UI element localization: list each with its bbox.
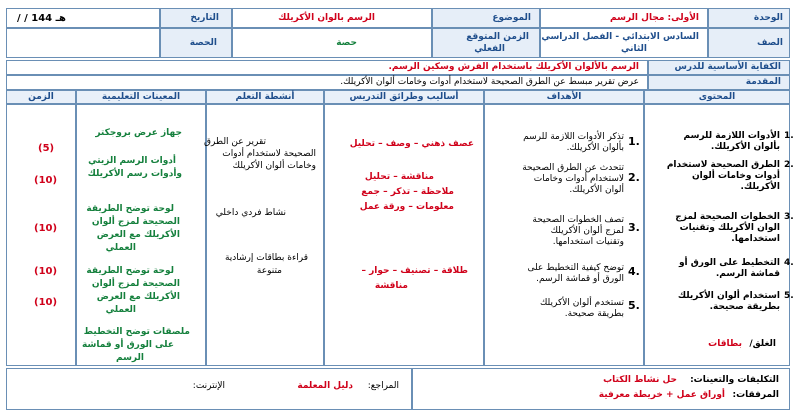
period-label-cell bbox=[160, 28, 232, 58]
content-1-line-2: بألوان الأكريلك. bbox=[710, 142, 780, 152]
intro-value: عرض تقرير مبسط عن الطرق الصحيحة لاستخدام أدوات وخامات ألوان الأكريلك. bbox=[340, 77, 639, 87]
methods-line-1: عصف ذهني – وصف – تحليل bbox=[349, 139, 474, 149]
aid-board1-line-4: العملي bbox=[105, 243, 136, 253]
grade-value-cell bbox=[540, 28, 708, 58]
aid-board2-line-3: الأكريلك مع العرض bbox=[96, 292, 180, 302]
methods-line-2: مناقشة – تحليل bbox=[364, 172, 434, 182]
objective-5-line-2: بطريقة صحيحة. bbox=[564, 309, 624, 319]
aid-board2-line-2: الصحيحة لمزج ألوان bbox=[91, 279, 180, 289]
grade-value-line1: السادس الابتدائي - الفصل الدراسي bbox=[541, 32, 699, 42]
objective-4-line-2: الورق أو قماشة الرسم. bbox=[536, 274, 624, 284]
objective-2-line-2: لاستخدام أدوات وخامات bbox=[533, 174, 624, 184]
topic-value-cell bbox=[232, 8, 432, 28]
expected-time-label-cell bbox=[432, 28, 540, 58]
content-2-line-3: الأكريلك. bbox=[740, 182, 780, 192]
activity-report-line-1: تقرير عن الطرق bbox=[203, 137, 266, 147]
date-value: / / 144 هـ bbox=[17, 13, 66, 24]
competency-value-cell bbox=[6, 60, 648, 75]
attachments-value: أوراق عمل + خريطة معرفية bbox=[598, 390, 725, 400]
grade-label-cell bbox=[708, 28, 790, 58]
homework-value: حل نشاط الكتاب bbox=[603, 375, 677, 385]
content-3-line-3: استخدامها. bbox=[731, 234, 780, 244]
unit-value-cell bbox=[540, 8, 708, 28]
footer-references-cell bbox=[6, 368, 412, 410]
actual-time-label: الفعلي bbox=[474, 44, 505, 54]
aid-board1-line-1: لوحة توضح الطريقة bbox=[86, 204, 174, 214]
content-num-4: 4. bbox=[784, 258, 794, 268]
time-4: (10) bbox=[34, 266, 58, 277]
competency-value: الرسم بالألوان الأكريلك باستخدام الفرش وسكين الرسم. bbox=[388, 62, 639, 72]
aid-board2-line-1: لوحة توضح الطريقة bbox=[86, 266, 174, 276]
objective-1-line-2: بألوان الأكريلك. bbox=[566, 143, 624, 153]
objective-num-5: 5. bbox=[628, 299, 640, 312]
competency-label-cell bbox=[648, 60, 790, 75]
content-1-line-1: الأدوات اللازمة للرسم bbox=[683, 131, 780, 141]
objective-num-4: 4. bbox=[628, 265, 640, 278]
homework-label: التكليفات والتعينات: bbox=[690, 375, 779, 385]
methods-line-4: معلومات – ورقة عمل bbox=[359, 202, 454, 212]
objective-4-line-1: توضح كيفية التخطيط على bbox=[527, 263, 624, 273]
time-2: (10) bbox=[34, 175, 58, 186]
expected-time-value-cell bbox=[232, 28, 432, 58]
col-header-methods bbox=[324, 90, 484, 104]
col-time-label: الزمن bbox=[28, 92, 54, 102]
closing bbox=[650, 339, 790, 353]
internet-label: الإنترنت: bbox=[192, 381, 225, 391]
footer-homework-cell bbox=[412, 368, 790, 410]
time-1: (5) bbox=[38, 143, 55, 154]
activity-cards-line-2: متنوعة bbox=[256, 266, 282, 276]
references-label: المراجع: bbox=[367, 381, 399, 391]
methods-line-3: ملاحظة – تذكر – جمع bbox=[361, 187, 454, 197]
period-label: الحصة bbox=[189, 38, 217, 48]
intro-value-cell bbox=[6, 75, 648, 90]
objective-3-line-1: تصف الخطوات الصحيحة bbox=[532, 215, 624, 225]
content-num-5: 5. bbox=[784, 291, 794, 301]
objective-2-line-3: ألوان الأكريلك. bbox=[569, 185, 624, 195]
date-label: التاريخ bbox=[190, 13, 219, 23]
intro-label: المقدمة bbox=[745, 77, 781, 87]
objective-3-line-2: لمزج ألوان الأكريلك bbox=[550, 226, 624, 236]
col-header-aids bbox=[76, 90, 206, 104]
col-aids-label: المعينات التعليمية bbox=[101, 92, 181, 102]
aid-projector: جهاز عرض بروجكتر bbox=[95, 128, 182, 138]
aid-board2-line-4: العملي bbox=[105, 305, 136, 315]
closing-label: الغلق/ bbox=[749, 339, 776, 349]
unit-value: الأولى: مجال الرسم bbox=[610, 13, 699, 23]
aid-board1-line-2: الصحيحة لمزج ألوان bbox=[91, 217, 180, 227]
time-5: (10) bbox=[34, 297, 58, 308]
objective-num-1: 1. bbox=[628, 135, 640, 148]
intro-label-cell bbox=[648, 75, 790, 90]
time-3: (10) bbox=[34, 223, 58, 234]
content-4-line-2: قماشة الرسم. bbox=[715, 269, 780, 279]
objective-2-line-1: تتحدث عن الطرق الصحيحة bbox=[522, 163, 624, 173]
col-header-objectives bbox=[484, 90, 644, 104]
content-num-1: 1. bbox=[784, 131, 794, 141]
content-3-line-2: الوان الأكريلك وتقنيات bbox=[679, 223, 780, 233]
col-content-label: المحتوى bbox=[698, 92, 736, 102]
period-value-cell bbox=[6, 28, 160, 58]
aid-board1-line-3: الأكريلك مع العرض bbox=[96, 230, 180, 240]
activity-individual: نشاط فردي داخلي bbox=[215, 208, 286, 218]
col-methods-label: أساليب وطرائق التدريس bbox=[349, 92, 459, 102]
content-5-line-1: استخدام ألوان الأكريلك bbox=[677, 291, 780, 301]
aid-tools-line-1: أدوات الرسم الزيتي bbox=[88, 156, 176, 166]
methods-line-6: مناقشة bbox=[374, 281, 408, 291]
content-num-2: 2. bbox=[784, 160, 794, 170]
grade-value-line2: الثاني bbox=[620, 44, 647, 54]
aid-posters-line-2: على الورق أو قماشة bbox=[82, 340, 174, 350]
col-header-activities bbox=[206, 90, 324, 104]
aid-posters-line-1: ملصقات توضح التخطيط bbox=[83, 327, 190, 337]
activity-cards-line-1: قراءة بطاقات إرشادية bbox=[224, 253, 308, 263]
objective-1-line-1: تذكر الأدوات اللازمة للرسم bbox=[523, 132, 624, 142]
expected-time-value: حصة bbox=[336, 38, 357, 48]
grade-label: الصف bbox=[756, 38, 783, 48]
aid-tools-line-2: وأدوات رسم الأكريلك bbox=[87, 169, 182, 179]
content-3-line-1: الخطوات الصحيحة لمزج bbox=[675, 212, 780, 222]
aid-posters-line-3: الرسم bbox=[116, 353, 144, 363]
content-5-line-2: بطريقة صحيحة. bbox=[709, 302, 780, 312]
date-label-cell bbox=[160, 8, 232, 28]
objective-5-line-1: تستخدم ألوان الأكريلك bbox=[539, 298, 624, 308]
references-value: دليل المعلمة bbox=[297, 381, 353, 391]
expected-time-label: الزمن المتوقع bbox=[466, 32, 529, 42]
content-num-3: 3. bbox=[784, 212, 794, 222]
unit-label-cell bbox=[708, 8, 790, 28]
objective-num-2: 2. bbox=[628, 171, 640, 184]
competency-label: الكفاية الأساسية للدرس bbox=[674, 62, 781, 72]
objective-num-3: 3. bbox=[628, 221, 640, 234]
topic-label: الموضوع bbox=[492, 13, 531, 23]
activity-report-line-2: الصحيحة لاستخدام أدوات bbox=[222, 149, 316, 159]
content-2-line-1: الطرق الصحيحة لاستخدام bbox=[666, 160, 780, 170]
unit-label: الوحدة bbox=[753, 13, 783, 23]
methods-line-5: طلاقة – تصنيف – حوار – bbox=[361, 266, 468, 276]
content-4-line-1: التخطيط على الورق أو bbox=[678, 258, 780, 268]
content-2-line-2: أدوات وخامات ألوان bbox=[691, 171, 780, 181]
closing-value: بطاقات bbox=[708, 339, 742, 349]
activity-report-line-3: وخامات ألوان الأكريلك bbox=[232, 161, 316, 171]
col-objectives-label: الأهداف bbox=[546, 92, 582, 102]
date-value-cell bbox=[6, 8, 160, 28]
col-activities-label: أنشطة التعلم bbox=[235, 92, 295, 102]
objective-3-line-3: وتقنيات استخدامها. bbox=[552, 237, 624, 247]
col-header-time bbox=[6, 90, 76, 104]
topic-label-cell bbox=[432, 8, 540, 28]
topic-value: الرسم بالوان الأكريلك bbox=[278, 13, 375, 23]
col-header-content bbox=[644, 90, 790, 104]
attachments-label: المرفقات: bbox=[732, 390, 779, 400]
